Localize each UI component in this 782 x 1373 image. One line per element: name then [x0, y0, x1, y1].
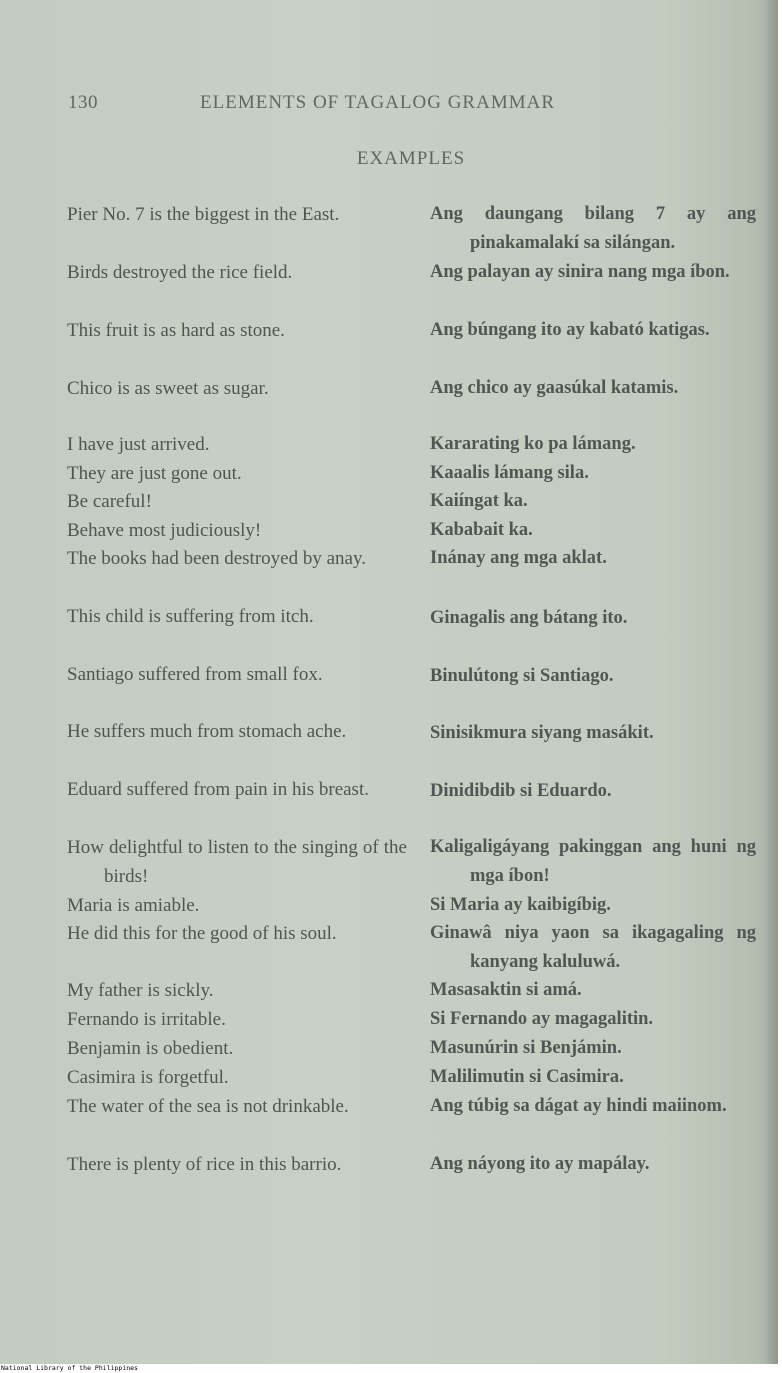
english-sentence: He suffers much from stomach ache. [67, 721, 347, 742]
tagalog-translation: Ginawâ niya yaon sa ikagagaling ng kanyang kaluluwá. [430, 923, 756, 972]
tagalog-translation: Ang daungang bilang 7 ay ang pinakamalakí sa silángan. [430, 204, 756, 253]
book-title: ELEMENTS OF TAGALOG GRAMMAR [200, 92, 556, 113]
english-sentence: Eduard suffered from pain in his breast. [67, 779, 369, 800]
english-sentence: How delightful to listen to the singing of the birds! [67, 837, 407, 887]
tagalog-translation: Masunúrin si Benjámin. [430, 1038, 622, 1058]
english-sentence: My father is sickly. [67, 980, 214, 1001]
english-sentence: Santiago suffered from small fox. [67, 664, 323, 685]
tagalog-translation: Kababait ka. [430, 520, 533, 540]
tagalog-translation: Kaiíngat ka. [430, 491, 528, 511]
tagalog-translation: Ang chico ay gaasúkal katamis. [430, 378, 679, 398]
tagalog-translation: Inánay ang mga aklat. [430, 548, 607, 568]
tagalog-translation: Malilimutin si Casimira. [430, 1067, 624, 1087]
english-sentence: Be careful! [67, 491, 152, 512]
tagalog-translation: Kaligaligáyang pakinggan ang huni ng mga íbon! [430, 837, 756, 886]
tagalog-translation: Binulútong si Santiago. [430, 666, 614, 686]
tagalog-translation: Kaaalis lámang sila. [430, 463, 589, 483]
tagalog-translation: Ang náyong ito ay mapálay. [430, 1154, 650, 1174]
tagalog-translation: Ginagalis ang bátang ito. [430, 608, 628, 628]
english-sentence: This child is suffering from itch. [67, 606, 314, 627]
english-sentence: Casimira is forgetful. [67, 1067, 229, 1088]
english-sentence: Birds destroyed the rice field. [67, 262, 293, 283]
tagalog-translation: Sinisikmura siyang masákit. [430, 723, 654, 743]
english-sentence: Benjamin is obedient. [67, 1038, 234, 1059]
tagalog-translation: Si Maria ay kaibigíbig. [430, 895, 611, 915]
section-heading: EXAMPLES [356, 148, 466, 169]
english-sentence: Pier No. 7 is the biggest in the East. [67, 204, 340, 225]
english-sentence: Chico is as sweet as sugar. [67, 378, 269, 399]
english-sentence: There is plenty of rice in this barrio. [67, 1154, 342, 1175]
library-credit: National Library of the Philippines [0, 1364, 782, 1373]
tagalog-translation: Kararating ko pa lámang. [430, 434, 636, 454]
tagalog-translation: Ang búngang ito ay kabató katigas. [430, 320, 710, 340]
english-sentence: Fernando is irritable. [67, 1009, 226, 1030]
english-sentence: He did this for the good of his soul. [67, 923, 337, 944]
tagalog-translation: Dinidibdib si Eduardo. [430, 781, 612, 801]
tagalog-translation: Ang túbig sa dágat ay hindi maiinom. [430, 1096, 727, 1116]
page-number: 130 [68, 92, 98, 113]
english-sentence: This fruit is as hard as stone. [67, 320, 285, 341]
english-sentence: The water of the sea is not drinkable. [67, 1096, 349, 1117]
english-sentence: They are just gone out. [67, 463, 242, 484]
english-sentence: I have just arrived. [67, 434, 210, 455]
tagalog-translation: Si Fernando ay magagalitin. [430, 1009, 654, 1029]
tagalog-translation: Ang palayan ay sinira nang mga íbon. [430, 262, 730, 282]
tagalog-translation: Masasaktin si amá. [430, 980, 582, 1000]
english-sentence: The books had been destroyed by anay. [67, 548, 366, 569]
english-sentence: Behave most judiciously! [67, 520, 262, 541]
english-sentence: Maria is amiable. [67, 895, 200, 916]
